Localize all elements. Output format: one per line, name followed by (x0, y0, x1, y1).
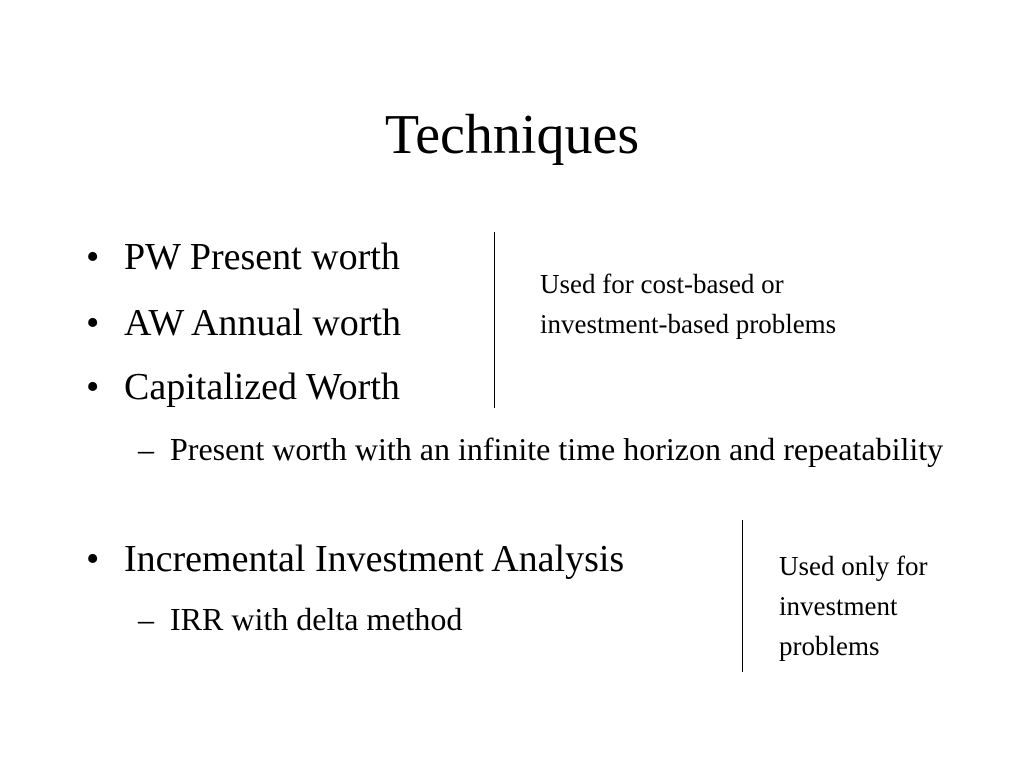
note-line: investment-based problems (540, 309, 837, 339)
grouping-divider-bottom (742, 520, 743, 672)
bullet-text: Incremental Investment Analysis (124, 538, 625, 580)
sub-bullet-irr-delta (138, 596, 462, 642)
bullet-aw-annual-worth (86, 300, 401, 346)
note-line: Used for cost-based or (540, 269, 784, 299)
note-line: investment (779, 591, 898, 621)
sub-bullet-marker: – (138, 431, 154, 467)
bullet-pw-present-worth (86, 234, 400, 280)
bullet-text: PW Present worth (124, 236, 400, 278)
bullet-text: AW Annual worth (124, 302, 402, 344)
slide-title: Techniques (384, 104, 640, 166)
sub-bullet-marker: – (138, 601, 154, 637)
grouping-divider-top (494, 232, 495, 408)
sub-bullet-text: Present worth with an infinite time horizon and repeatability (170, 431, 944, 467)
note-investment-only (779, 546, 927, 666)
bullet-incremental-investment-analysis (86, 536, 624, 582)
note-cost-or-investment (540, 264, 836, 344)
sub-bullet-text: IRR with delta method (170, 601, 463, 637)
bullet-marker: • (86, 302, 100, 344)
sub-bullet-infinite-horizon (138, 426, 960, 472)
note-line: Used only for (779, 551, 928, 581)
bullet-marker: • (86, 366, 100, 408)
bullet-text: Capitalized Worth (124, 366, 400, 408)
bullet-capitalized-worth (86, 364, 400, 410)
bullet-marker: • (86, 236, 100, 278)
note-line: problems (779, 631, 880, 661)
bullet-marker: • (86, 538, 100, 580)
